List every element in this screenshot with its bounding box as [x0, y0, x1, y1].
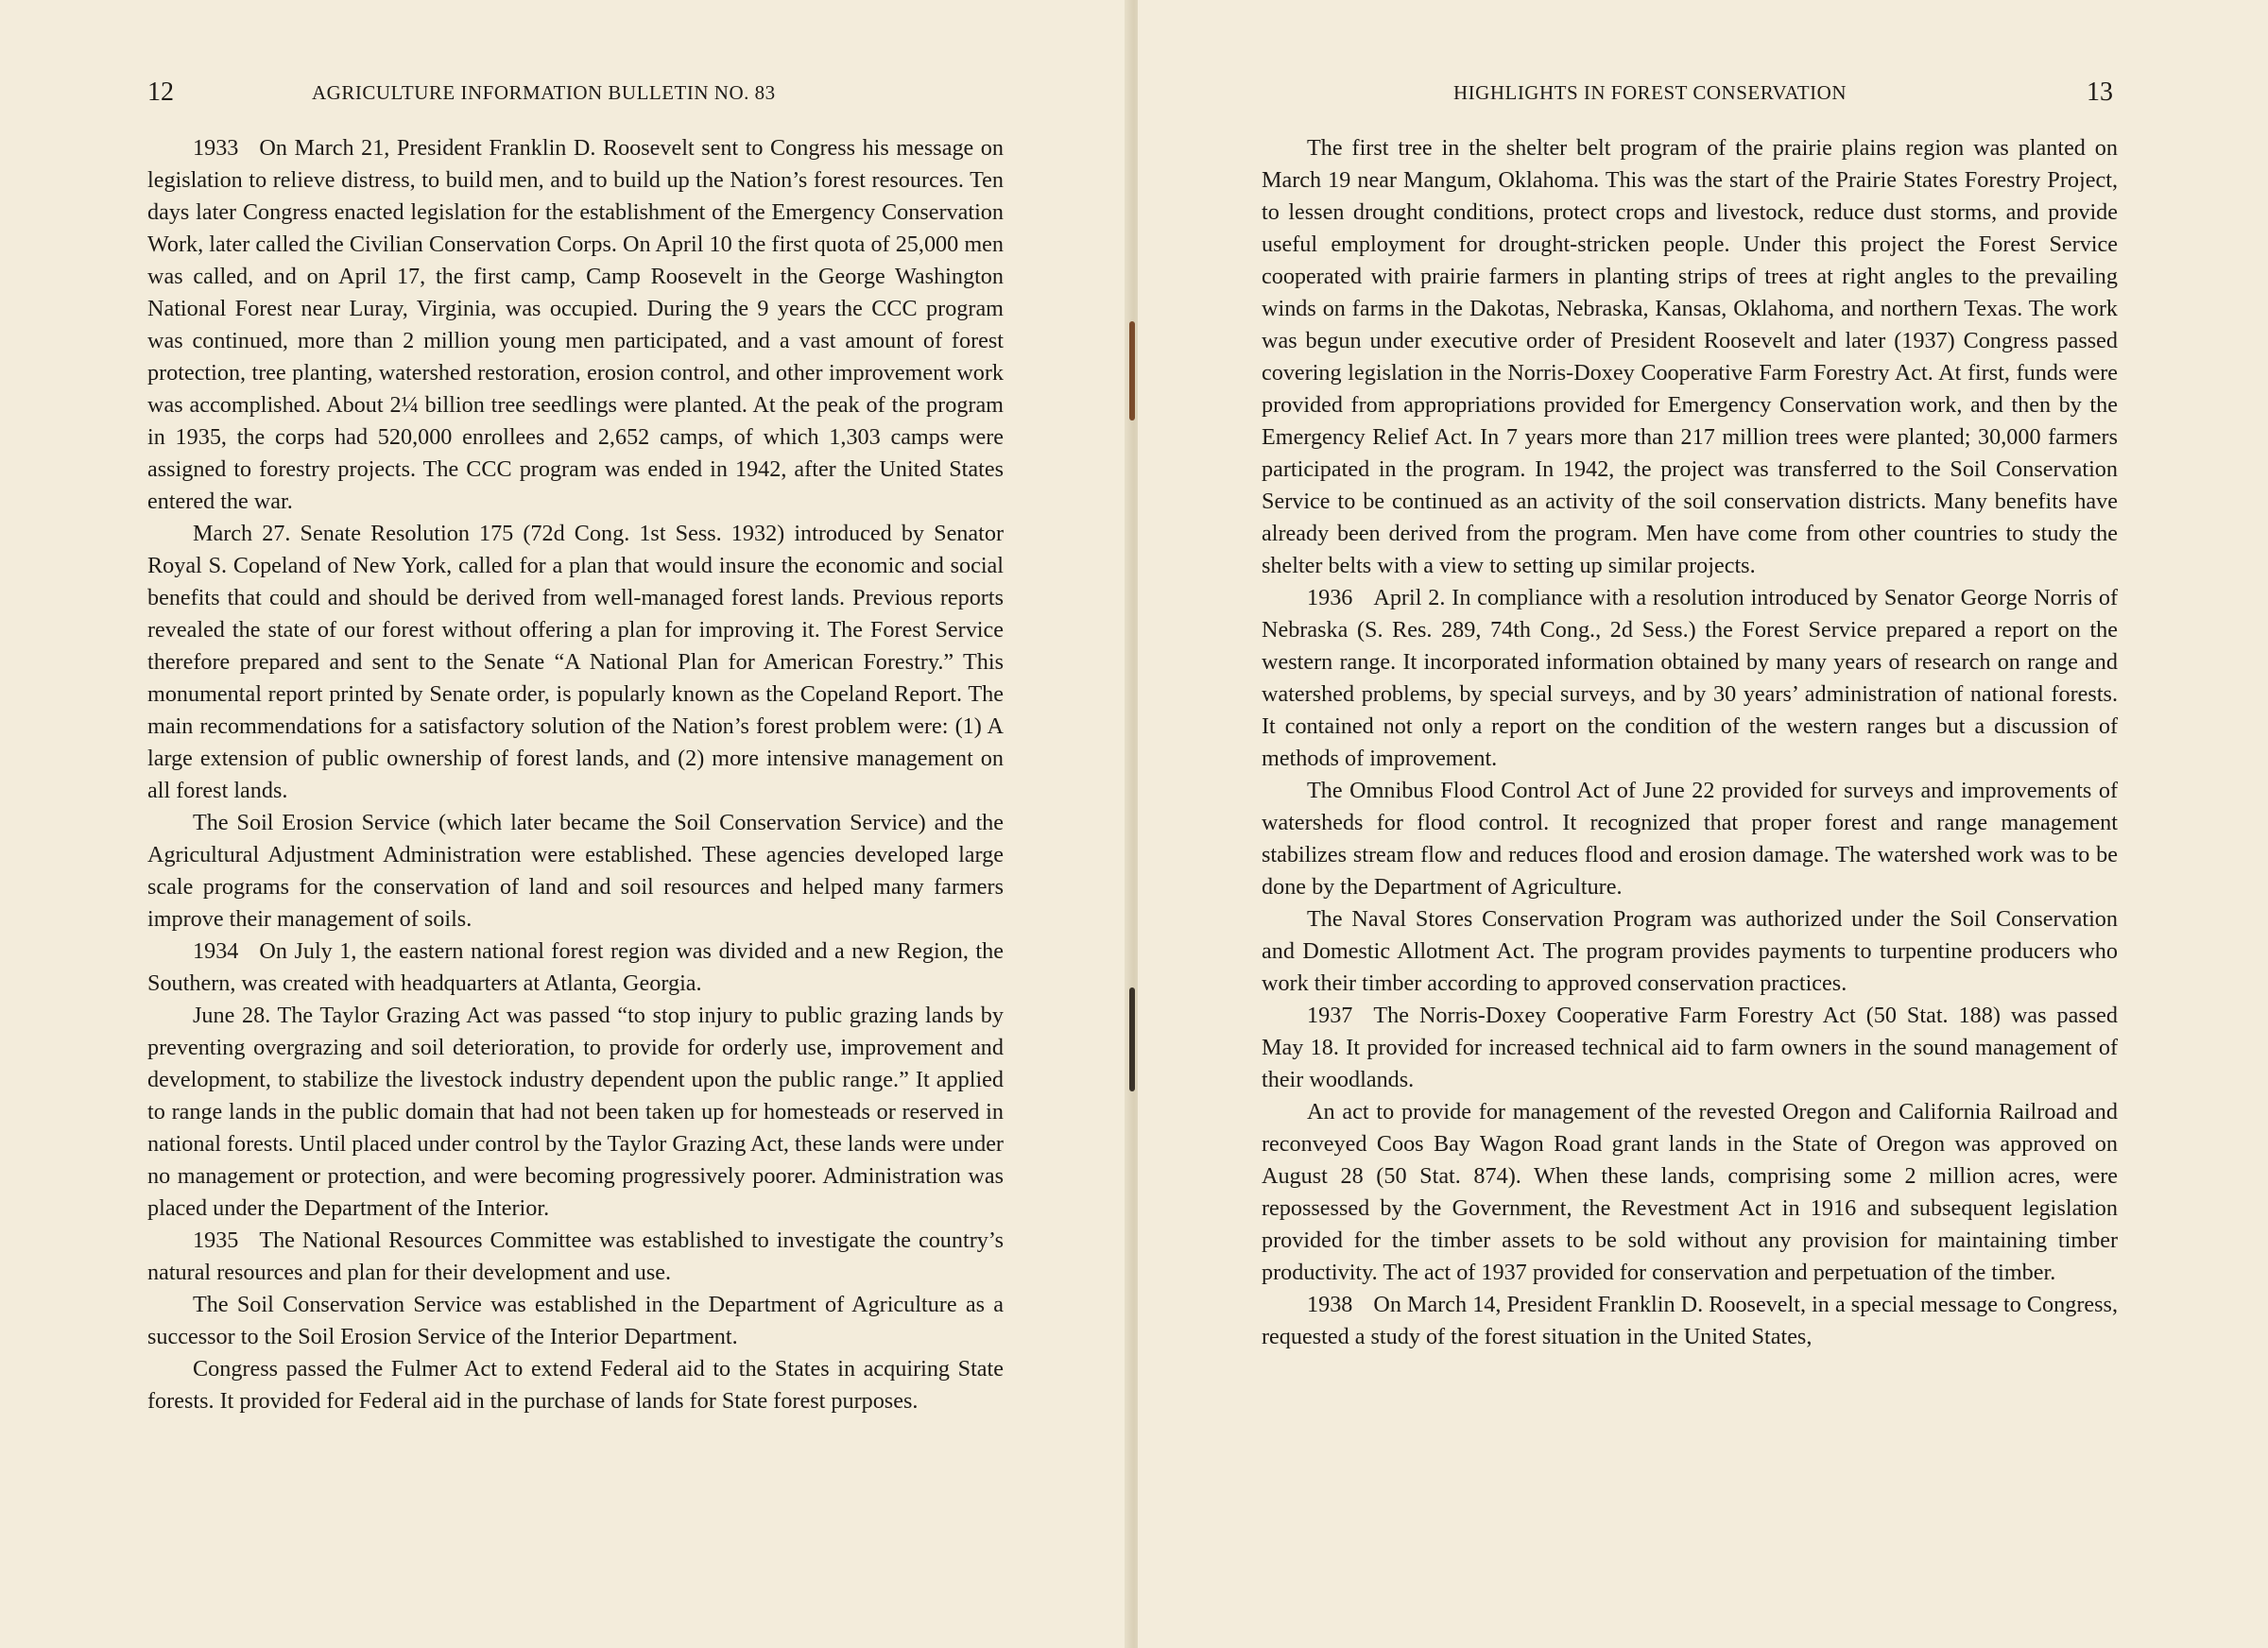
page-text — [147, 132, 1004, 1417]
paragraph-text: On March 14, President Franklin D. Roosevelt, in a special message to Congress, requested a study of the forest situation in the United States, — [1262, 1292, 2118, 1349]
paragraph — [147, 1289, 1004, 1353]
paragraph — [1262, 903, 2118, 1000]
paragraph-text: An act to provide for management of the revested Oregon and California Railroad and reconveyed Coos Bay Wagon Road grant lands in the State of Oregon was approved on August 28 (50 Stat. 874). When these lands, comprising some 2 million acres, were repossessed by the Government, the Revestment Act in 1916 and subsequent legislation provided for the timber assets to be sold without any provision for maintaining timber productivity. The act of 1937 provided for conservation and perpetuation of the timber. — [1262, 1099, 2118, 1285]
paragraph-text: On July 1, the eastern national forest region was divided and a new Region, the Southern, was created with headquarters at Atlanta, Georgia. — [147, 938, 1004, 996]
staple — [1129, 321, 1135, 421]
paragraph — [1262, 132, 2118, 582]
paragraph-text: March 27. Senate Resolution 175 (72d Cong. 1st Sess. 1932) introduced by Senator Royal S. Copeland of New York, called for a plan that would insure the economic and social benefits that could and should be derived from well-managed forest lands. Previous reports revealed the state of our forest without offering a plan for improving it. The Forest Service therefore prepared and sent to the Senate “A National Plan for American Forestry.” This monumental report printed by Senate order, is popularly known as the Copeland Report. The main recommendations for a satisfactory solution of the Nation’s forest problem were: (1) A large extension of public ownership of forest lands, and (2) more intensive management on all forest lands. — [147, 521, 1004, 803]
paragraph — [1262, 1096, 2118, 1289]
page-text — [1262, 132, 2118, 1353]
paragraph — [147, 1225, 1004, 1289]
year-label: 1936 — [1307, 585, 1353, 610]
paragraph-text: The Naval Stores Conservation Program was authorized under the Soil Conservation and Domestic Allotment Act. The program provides payments to turpentine producers who work their timber according to approved conservation practices. — [1262, 906, 2118, 996]
paragraph-text: April 2. In compliance with a resolution introduced by Senator George Norris of Nebraska (S. Res. 289, 74th Cong., 2d Sess.) the Forest Service prepared a report on the western range. It incorporated information obtained by many years of research on range and watershed problems, by special surveys, and by 30 years’ administration of national forests. It contained not only a report on the condition of the western ranges but a discussion of methods of improvement. — [1262, 585, 2118, 771]
paragraph — [1262, 582, 2118, 775]
page-number: 13 — [2087, 77, 2113, 107]
paragraph-text: The Soil Erosion Service (which later became the Soil Conservation Service) and the Agricultural Adjustment Administration were established. These agencies developed large scale programs for the conservation of land and soil resources and helped many farmers improve their management of soils. — [147, 810, 1004, 932]
paragraph-text: The Norris-Doxey Cooperative Farm Forestry Act (50 Stat. 188) was passed May 18. It provided for increased technical aid to farm owners in the sound management of their woodlands. — [1262, 1003, 2118, 1092]
paragraph — [147, 518, 1004, 807]
year-label: 1935 — [193, 1227, 239, 1253]
paragraph — [1262, 775, 2118, 903]
paragraph — [147, 1000, 1004, 1225]
year-label: 1933 — [193, 135, 239, 161]
year-label: 1938 — [1307, 1292, 1353, 1317]
page-number: 12 — [147, 77, 174, 107]
left-page — [0, 0, 1130, 1648]
paragraph-text: The Soil Conservation Service was established in the Department of Agriculture as a successor to the Soil Erosion Service of the Interior Department. — [147, 1292, 1004, 1349]
paragraph-text: Congress passed the Fulmer Act to extend Federal aid to the States in acquiring State forests. It provided for Federal aid in the purchase of lands for State forest purposes. — [147, 1356, 1004, 1414]
paragraph — [1262, 1289, 2118, 1353]
running-head: AGRICULTURE INFORMATION BULLETIN NO. 83 — [312, 81, 776, 104]
paragraph — [1262, 1000, 2118, 1096]
year-label: 1934 — [193, 938, 239, 964]
paragraph-text: On March 21, President Franklin D. Roosevelt sent to Congress his message on legislation to relieve distress, to build men, and to build up the Nation’s forest resources. Ten days later Congress enacted legislation for the establishment of the Emergency Conservation Work, later called the Civilian Conservation Corps. On April 10 the first quota of 25,000 men was called, and on April 17, the first camp, Camp Roosevelt in the George Washington National Forest near Luray, Virginia, was occupied. During the 9 years the CCC program was continued, more than 2 million young men participated, and a vast amount of forest protection, tree planting, watershed restoration, erosion control, and other improvement work was accomplished. About 2¼ billion tree seedlings were planted. At the peak of the program in 1935, the corps had 520,000 enrollees and 2,652 camps, of which 1,303 camps were assigned to forestry projects. The CCC program was ended in 1942, after the United States entered the war. — [147, 135, 1004, 514]
paragraph — [147, 807, 1004, 936]
paragraph-text: June 28. The Taylor Grazing Act was passed “to stop injury to public grazing lands by preventing overgrazing and soil deterioration, to provide for orderly use, improvement and development, to stabilize the livestock industry dependent upon the public range.” It applied to range lands in the public domain that had not been taken up for homesteads or reserved in national forests. Until placed under control by the Taylor Grazing Act, these lands were under no management or protection, and were becoming progressively poorer. Administration was placed under the Department of the Interior. — [147, 1003, 1004, 1221]
year-label: 1937 — [1307, 1003, 1353, 1028]
paragraph — [147, 1353, 1004, 1417]
paragraph-text: The Omnibus Flood Control Act of June 22 provided for surveys and improvements of watersheds for flood control. It recognized that proper forest and range management stabilizes stream flow and reduces flood and erosion damage. The watershed work was to be done by the Department of Agriculture. — [1262, 778, 2118, 900]
staple — [1129, 987, 1135, 1091]
paragraph-text: The National Resources Committee was established to investigate the country’s natural resources and plan for their development and use. — [147, 1227, 1004, 1285]
paragraph-text: The first tree in the shelter belt program of the prairie plains region was planted on March 19 near Mangum, Oklahoma. This was the start of the Prairie States Forestry Project, to lessen drought conditions, protect crops and livestock, reduce dust storms, and provide useful employment for drought-stricken people. Under this project the Forest Service cooperated with prairie farmers in planting strips of trees at right angles to the prevailing winds on farms in the Dakotas, Nebraska, Kansas, Oklahoma, and northern Texas. The work was begun under executive order of President Roosevelt and later (1937) Congress passed covering legislation in the Norris-Doxey Cooperative Farm Forestry Act. At first, funds were provided from appropriations provided for Emergency Conservation work, and then by the Emergency Relief Act. In 7 years more than 217 million trees were planted; 30,000 farmers participated in the program. In 1942, the project was transferred to the Soil Conservation Service to be continued as an activity of the soil conservation districts. Many benefits have already been derived from the program. Men have come from other countries to study the shelter belts with a view to setting up similar projects. — [1262, 135, 2118, 578]
running-head: HIGHLIGHTS IN FOREST CONSERVATION — [1453, 81, 1847, 104]
paragraph — [147, 936, 1004, 1000]
paragraph — [147, 132, 1004, 518]
